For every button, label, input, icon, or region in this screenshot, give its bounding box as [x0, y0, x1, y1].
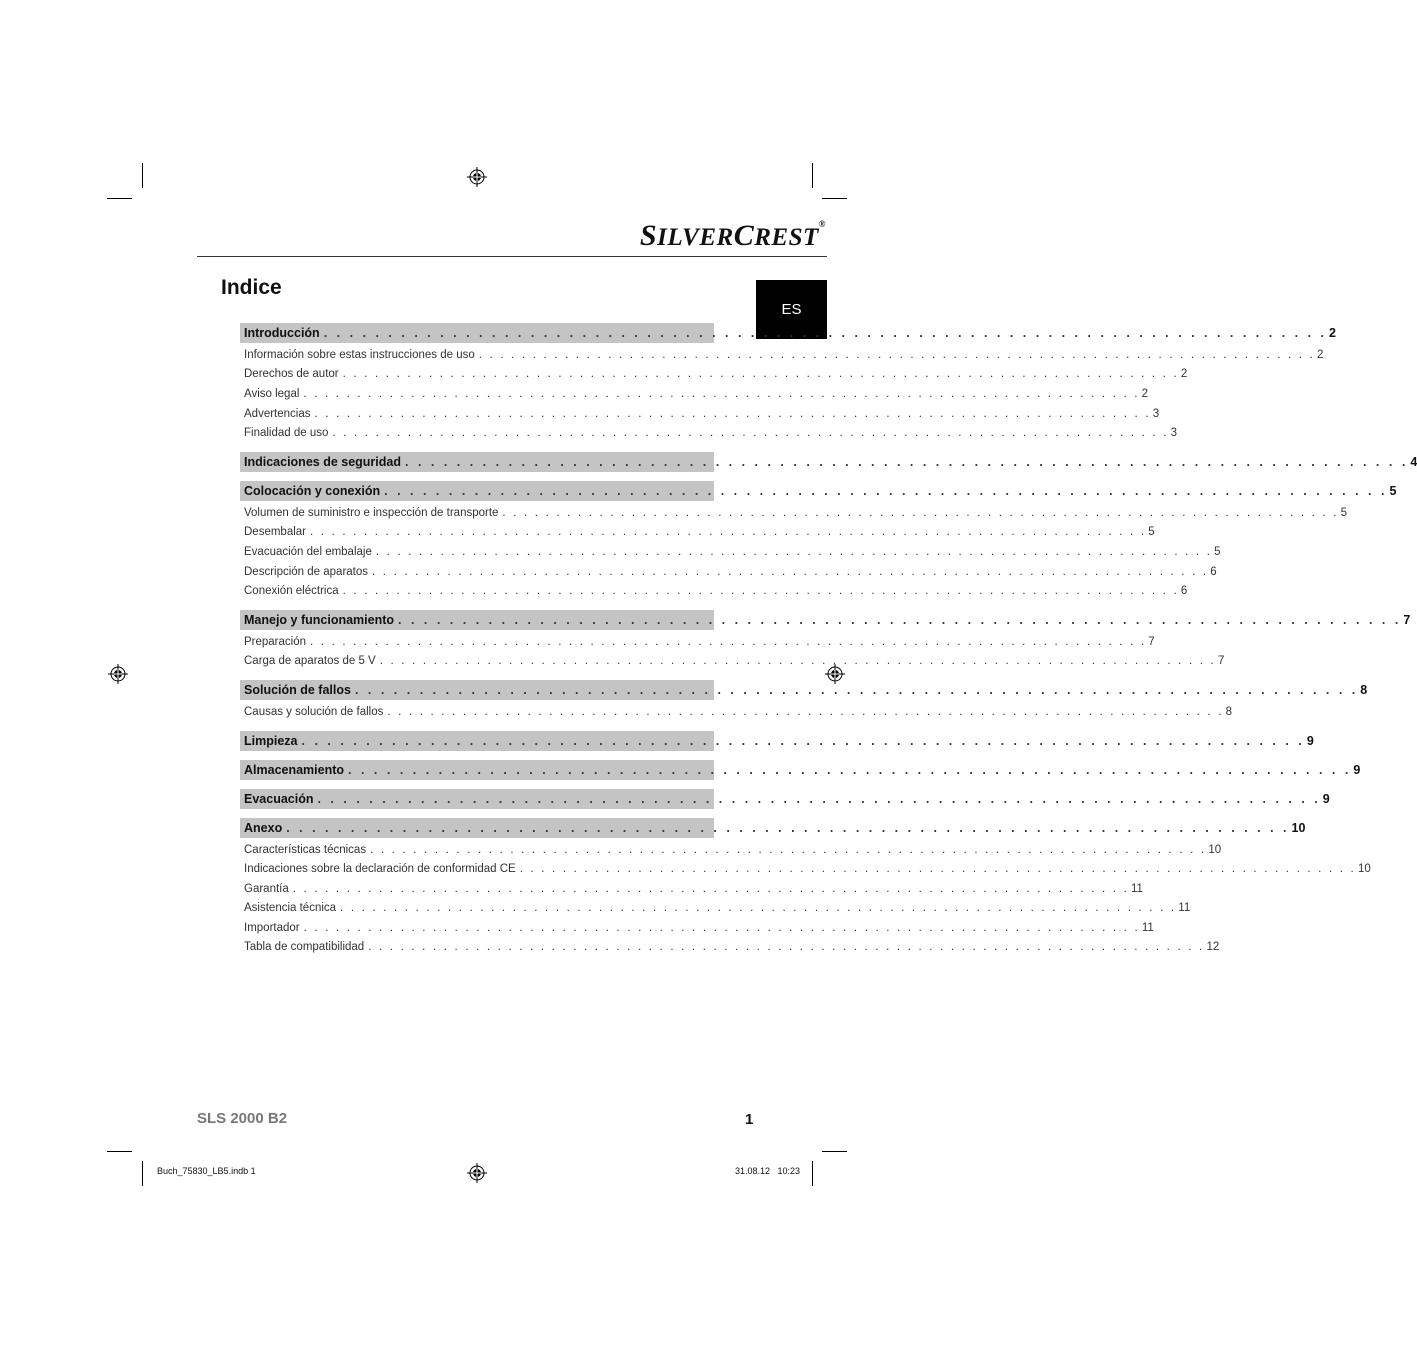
model-name: SLS 2000 B2: [197, 1110, 288, 1127]
toc-entry: [240, 503, 1348, 523]
section-gap: [240, 671, 714, 680]
toc-entry: [240, 562, 1217, 582]
toc-section-page: 8: [1360, 683, 1368, 698]
toc-entry-title: Conexión eléctrica: [244, 585, 339, 598]
toc-entry: [240, 542, 1221, 562]
toc-entry-page: 8: [1225, 705, 1233, 718]
toc-section-page: 9: [1322, 791, 1330, 806]
toc-section-title: Manejo y funcionamiento: [244, 612, 395, 627]
dot-leader: . . . . . . . . . . . . . . . . . . . . . . . . . . . . . . . . . . . . . . . . . . . . . . . . . . . . . . . . . . . . . . . . . . . . . . . . . . . . . .: [502, 506, 1339, 519]
dot-leader: . . . . . . . . . . . . . . . . . . . . . . . . . . . . . . . . . . . . . . . . . . . . . . . . . . . . . . . . . . . . . . . . . . . . . . . . . . . . . .: [375, 545, 1213, 558]
crop-mark: [107, 1151, 132, 1152]
toc-entry-page: 10: [1357, 863, 1371, 876]
registration-target-icon: [108, 664, 128, 684]
dot-leader: . . . . . . . . . . . . . . . . . . . . . . . . . . . . . . . . . . . . . . . . . . . . . . . . . . . . . . . . . . . . . . . . . . . . . . . . . . . . . .: [370, 843, 1207, 856]
toc-entry: [240, 702, 1233, 722]
section-gap: [240, 472, 714, 481]
dot-leader: . . . . . . . . . . . . . . . . . . . . . . . . . . . . . . . . . . . . . . . . . . . . . . . . . . . . . . . . . . . . . . . . . . . . . . . . . . . . . .: [310, 635, 1147, 648]
toc-entry: [240, 581, 1188, 601]
toc-entry: [240, 879, 1143, 899]
toc-section-title: Limpieza: [244, 733, 298, 748]
dot-leader: . . . . . . . . . . . . . . . . . . . . . . . . . . . . . . . . . . . . . . . . . . . . . . . . . . . . . . . . . . . . . . . . . . . . . . . . . . . . . .: [398, 612, 1402, 627]
toc-entry-page: 3: [1170, 427, 1178, 440]
toc-entry-page: 11: [1141, 921, 1154, 934]
toc-entry-title: Importador: [244, 921, 300, 934]
toc-entry-title: Causas y solución de fallos: [244, 705, 384, 718]
toc-entry: [240, 523, 1155, 543]
toc-section: [240, 481, 1397, 501]
toc-section-page: 9: [1306, 733, 1314, 748]
section-gap: [240, 722, 714, 731]
dot-leader: . . . . . . . . . . . . . . . . . . . . . . . . . . . . . . . . . . . . . . . . . . . . . . . . . . . . . . . . . . . . . . . . . . . . . . . . . . . . . .: [286, 820, 1290, 835]
toc-section-items: [240, 343, 1324, 443]
toc-entry: [240, 345, 1324, 365]
section-gap: [240, 751, 714, 760]
toc-section-title: Evacuación: [244, 791, 314, 806]
toc-section: [240, 760, 1361, 780]
page-title: Indice: [221, 276, 282, 299]
crop-mark: [822, 198, 847, 199]
toc-entry-title: Tabla de compatibilidad: [244, 941, 365, 954]
dot-leader: . . . . . . . . . . . . . . . . . . . . . . . . . . . . . . . . . . . . . . . . . . . . . . . . . . . . . . . . . . . . . . . . . . . . . . . . . . . . . .: [478, 348, 1316, 361]
toc-entry-page: 12: [1206, 941, 1220, 954]
toc-entry-title: Derechos de autor: [244, 368, 339, 381]
toc-entry: [240, 938, 1220, 958]
language-tab: ES: [756, 280, 827, 339]
toc-entry-title: Indicaciones sobre la declaración de conformidad CE: [244, 863, 516, 876]
dot-leader: . . . . . . . . . . . . . . . . . . . . . . . . . . . . . . . . . . . . . . . . . . . . . . . . . . . . . . . . . . . . . . . . . . . . . . . . . . . . . .: [387, 705, 1224, 718]
toc-section: [240, 680, 1368, 700]
toc-entry-title: Garantía: [244, 882, 289, 895]
toc-entry-title: Desembalar: [244, 526, 306, 539]
brand-logo: SILVERCREST®: [639, 219, 826, 252]
dot-leader: . . . . . . . . . . . . . . . . . . . . . . . . . . . . . . . . . . . . . . . . . . . . . . . . . . . . . . . . . . . . . . . . . . . . . . . . . . . . . .: [340, 902, 1177, 915]
toc-entry: [240, 899, 1191, 919]
section-gap: [240, 780, 714, 789]
toc-section-page: 7: [1403, 612, 1411, 627]
crop-mark: [812, 163, 813, 188]
registration-target-icon: [467, 1163, 487, 1183]
toc-section-title: Almacenamiento: [244, 762, 345, 777]
toc-entry-title: Carga de aparatos de 5 V: [244, 655, 376, 668]
toc-entry-page: 11: [1131, 882, 1143, 895]
toc-section: [240, 818, 1306, 838]
toc-entry-page: 6: [1210, 565, 1217, 578]
toc-entry-page: 2: [1180, 368, 1188, 381]
toc-entry: [240, 859, 1371, 879]
toc-section: [240, 610, 1411, 630]
table-of-contents: [240, 323, 1417, 957]
toc-section: [240, 452, 1417, 472]
dot-leader: . . . . . . . . . . . . . . . . . . . . . . . . . . . . . . . . . . . . . . . . . . . . . . . . . . . . . . . . . . . . . . . . . . . . . . . . . . . . . .: [317, 791, 1321, 806]
toc-entry-page: 10: [1208, 843, 1222, 856]
dot-leader: . . . . . . . . . . . . . . . . . . . . . . . . . . . . . . . . . . . . . . . . . . . . . . . . . . . . . . . . . . . . . . . . . . . . . . . . . . . . . .: [354, 683, 1359, 698]
toc-entry-page: 5: [1340, 506, 1348, 519]
crop-mark: [822, 1151, 847, 1152]
toc-entry: [240, 652, 1225, 672]
toc-entry: [240, 404, 1160, 424]
dot-leader: . . . . . . . . . . . . . . . . . . . . . . . . . . . . . . . . . . . . . . . . . . . . . . . . . . . . . . . . . . . . . . . . . . . . . . . . . . . . . .: [384, 483, 1388, 498]
toc-section-title: Colocación y conexión: [244, 483, 381, 498]
section-gap: [240, 601, 714, 610]
toc-entry-title: Preparación: [244, 635, 307, 648]
toc-entry: [240, 384, 1149, 404]
toc-entry-page: 5: [1148, 526, 1155, 539]
section-gap: [240, 809, 714, 818]
crop-mark: [107, 198, 132, 199]
dot-leader: . . . . . . . . . . . . . . . . . . . . . . . . . . . . . . . . . . . . . . . . . . . . . . . . . . . . . . . . . . . . . . . . . . . . . . . . . . . . . .: [314, 407, 1151, 420]
toc-entry: [240, 918, 1154, 938]
toc-entry: [240, 423, 1178, 443]
toc-section-title: Introducción: [244, 326, 320, 340]
registration-target-icon: [467, 167, 487, 187]
toc-section: [240, 789, 1330, 809]
dot-leader: . . . . . . . . . . . . . . . . . . . . . . . . . . . . . . . . . . . . . . . . . . . . . . . . . . . . . . . . . . . . . . . . . . . . . . . . . . . . . .: [379, 655, 1216, 668]
toc-section-page: 4: [1410, 454, 1417, 469]
dot-leader: . . . . . . . . . . . . . . . . . . . . . . . . . . . . . . . . . . . . . . . . . . . . . . . . . . . . . . . . . . . . . . . . . . . . . . . . . . . . . .: [372, 565, 1209, 578]
dot-leader: . . . . . . . . . . . . . . . . . . . . . . . . . . . . . . . . . . . . . . . . . . . . . . . . . . . . . . . . . . . . . . . . . . . . . . . . . . . . . .: [342, 585, 1179, 598]
toc-entry-page: 3: [1152, 407, 1160, 420]
toc-section-items: [240, 630, 1225, 671]
toc-entry-title: Características técnicas: [244, 843, 367, 856]
dot-leader: . . . . . . . . . . . . . . . . . . . . . . . . . . . . . . . . . . . . . . . . . . . . . . . . . . . . . . . . . . . . . . . . . . . . . . . . . . . . . .: [348, 762, 1352, 777]
dot-leader: . . . . . . . . . . . . . . . . . . . . . . . . . . . . . . . . . . . . . . . . . . . . . . . . . . . . . . . . . . . . . . . . . . . . . . . . . . . . . .: [332, 427, 1169, 440]
toc-section-items: [240, 700, 1233, 722]
dot-leader: . . . . . . . . . . . . . . . . . . . . . . . . . . . . . . . . . . . . . . . . . . . . . . . . . . . . . . . . . . . . . . . . . . . . . . . . . . . . . .: [292, 882, 1129, 895]
toc-entry-title: Aviso legal: [244, 387, 300, 400]
print-slug-date: 31.08.12 10:23: [735, 1166, 801, 1176]
toc-entry-title: Finalidad de uso: [244, 427, 329, 440]
dot-leader: . . . . . . . . . . . . . . . . . . . . . . . . . . . . . . . . . . . . . . . . . . . . . . . . . . . . . . . . . . . . . . . . . . . . . . . . . . . . . .: [323, 326, 1328, 340]
toc-entry: [240, 840, 1222, 860]
toc-entry-title: Descripción de aparatos: [244, 565, 369, 578]
toc-entry: [240, 632, 1155, 652]
toc-entry-title: Asistencia técnica: [244, 902, 337, 915]
toc-section-page: 5: [1389, 483, 1397, 498]
toc-entry-title: Información sobre estas instrucciones de uso: [244, 348, 475, 361]
crop-mark: [142, 163, 143, 188]
toc-section: [240, 731, 1314, 751]
toc-entry-page: 5: [1214, 545, 1221, 558]
dot-leader: . . . . . . . . . . . . . . . . . . . . . . . . . . . . . . . . . . . . . . . . . . . . . . . . . . . . . . . . . . . . . . . . . . . . . . . . . . . . . .: [368, 941, 1205, 954]
section-gap: [240, 443, 714, 452]
crop-mark: [812, 1161, 813, 1186]
toc-section-page: 2: [1329, 326, 1336, 340]
dot-leader: . . . . . . . . . . . . . . . . . . . . . . . . . . . . . . . . . . . . . . . . . . . . . . . . . . . . . . . . . . . . . . . . . . . . . . . . . . . . . .: [405, 454, 1409, 469]
toc-section-title: Indicaciones de seguridad: [244, 454, 401, 469]
toc-section-title: Anexo: [244, 820, 283, 835]
toc-section-page: 10: [1291, 820, 1306, 835]
toc-section-title: Solución de fallos: [244, 683, 351, 698]
toc-entry-page: 6: [1180, 585, 1188, 598]
toc-entry-page: 11: [1178, 902, 1191, 915]
header-rule: [197, 256, 827, 257]
toc-entry-title: Evacuación del embalaje: [244, 545, 372, 558]
toc-entry-title: Volumen de suministro e inspección de transporte: [244, 506, 499, 519]
toc-entry-title: Advertencias: [244, 407, 311, 420]
toc-section: [240, 323, 1336, 343]
toc-entry: [240, 365, 1188, 385]
toc-entry-page: 2: [1141, 387, 1149, 400]
toc-section-items: [240, 838, 1371, 958]
toc-entry-page: 2: [1317, 348, 1324, 361]
crop-mark: [142, 1161, 143, 1186]
print-slug-file: Buch_75830_LB5.indb 1: [157, 1166, 256, 1176]
dot-leader: . . . . . . . . . . . . . . . . . . . . . . . . . . . . . . . . . . . . . . . . . . . . . . . . . . . . . . . . . . . . . . . . . . . . . . . . . . . . . .: [519, 863, 1356, 876]
page-number: 1: [745, 1111, 754, 1128]
dot-leader: . . . . . . . . . . . . . . . . . . . . . . . . . . . . . . . . . . . . . . . . . . . . . . . . . . . . . . . . . . . . . . . . . . . . . . . . . . . . . .: [310, 526, 1147, 539]
dot-leader: . . . . . . . . . . . . . . . . . . . . . . . . . . . . . . . . . . . . . . . . . . . . . . . . . . . . . . . . . . . . . . . . . . . . . . . . . . . . . .: [303, 387, 1140, 400]
toc-section-items: [240, 501, 1348, 601]
toc-section-page: 9: [1353, 762, 1361, 777]
dot-leader: . . . . . . . . . . . . . . . . . . . . . . . . . . . . . . . . . . . . . . . . . . . . . . . . . . . . . . . . . . . . . . . . . . . . . . . . . . . . . .: [301, 733, 1305, 748]
dot-leader: . . . . . . . . . . . . . . . . . . . . . . . . . . . . . . . . . . . . . . . . . . . . . . . . . . . . . . . . . . . . . . . . . . . . . . . . . . . . . .: [342, 368, 1179, 381]
dot-leader: . . . . . . . . . . . . . . . . . . . . . . . . . . . . . . . . . . . . . . . . . . . . . . . . . . . . . . . . . . . . . . . . . . . . . . . . . . . . . .: [303, 921, 1140, 934]
toc-entry-page: 7: [1217, 655, 1225, 668]
toc-entry-page: 7: [1148, 635, 1155, 648]
